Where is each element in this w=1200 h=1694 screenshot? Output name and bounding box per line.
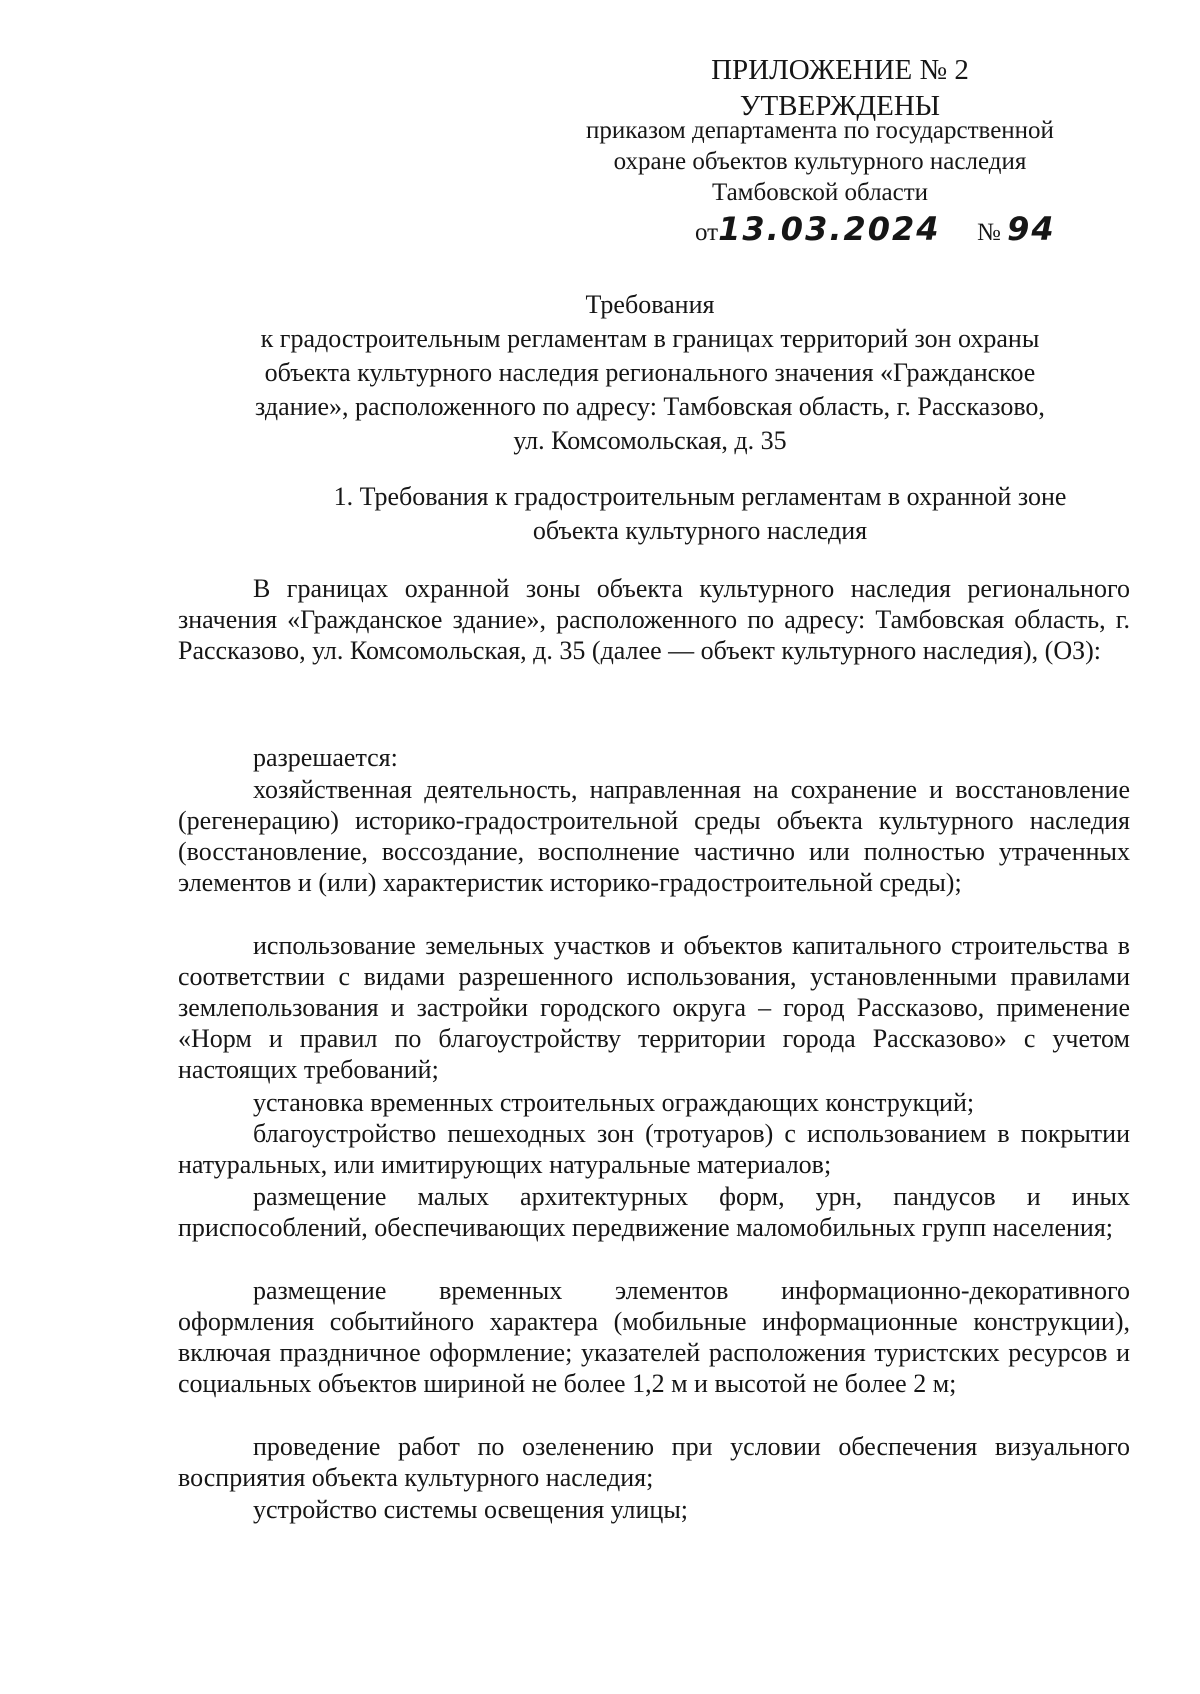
approved-by-line: Тамбовской области [711,179,929,206]
intro-paragraph: В границах охранной зоны объекта культурного наследия регионального значения «Гражданское здание», расположенного по адресу: Тамбовская область, г. Рассказово, ул. Комсомольская, д. 35 (далее — объект культурного наследия), (ОЗ): [178,574,1130,665]
list-item: размещение временных элементов информационно-декоративного оформления событийного характера (мобильные информационные конструкции), включая праздничное оформление; указателей расположения туристских ресурсов и социальных объектов шириной не более 1,2 м и высотой не более 2 м; [178,1276,1130,1398]
appendix-number: ПРИЛОЖЕНИЕ № 2 [711,54,969,86]
list-item: установка временных строительных ограждающих конструкций; [253,1088,975,1117]
document-subtitle-line: ул. Комсомольская, д. 35 [513,426,787,455]
document-title: Требования [585,290,715,319]
approved-heading: УТВЕРЖДЕНЫ [739,90,941,122]
handwritten-date: 13.03.2024 [718,210,941,248]
list-item: устройство системы освещения улицы; [253,1495,689,1524]
number-prefix: № [977,219,1001,246]
list-item: проведение работ по озеленению при условии обеспечения визуального восприятия объекта культурного наследия; [178,1432,1130,1492]
allowed-label: разрешается: [253,743,398,772]
date-prefix: от [695,219,719,246]
document-subtitle-line: объекта культурного наследия регионального значения «Гражданское [264,358,1036,387]
order-date-line [695,210,1056,248]
approved-by-line: приказом департамента по государственной [586,117,1054,144]
section-heading-line: 1. Требования к градостроительным регламентам в охранной зоне [333,482,1067,511]
section-heading-line: объекта культурного наследия [532,516,868,545]
approved-by-line: охране объектов культурного наследия [613,148,1027,175]
list-item: благоустройство пешеходных зон (тротуаров) с использованием в покрытии натуральных, или имитирующих натуральные материалов; [178,1119,1130,1179]
document-subtitle-line: к градостроительным регламентам в границах территорий зон охраны [260,324,1040,353]
document-subtitle-line: здание», расположенного по адресу: Тамбовская область, г. Рассказово, [255,392,1045,421]
handwritten-number: 94 [1007,210,1056,248]
list-item: хозяйственная деятельность, направленная на сохранение и восстановление (регенерацию) историко-градостроительной среды объекта культурного наследия (восстановление, воссоздание, восполнение частично или полностью утраченных элементов и (или) характеристик историко-градостроительной среды); [178,775,1130,897]
list-item: использование земельных участков и объектов капитального строительства в соответствии с видами разрешенного использования, установленными правилами землепользования и застройки городского округа – город Рассказово, применение «Норм и правил по благоустройству территории города Рассказово» с учетом настоящих требований; [178,931,1130,1084]
list-item: размещение малых архитектурных форм, урн, пандусов и иных приспособлений, обеспечивающих передвижение маломобильных групп населения; [178,1182,1130,1242]
